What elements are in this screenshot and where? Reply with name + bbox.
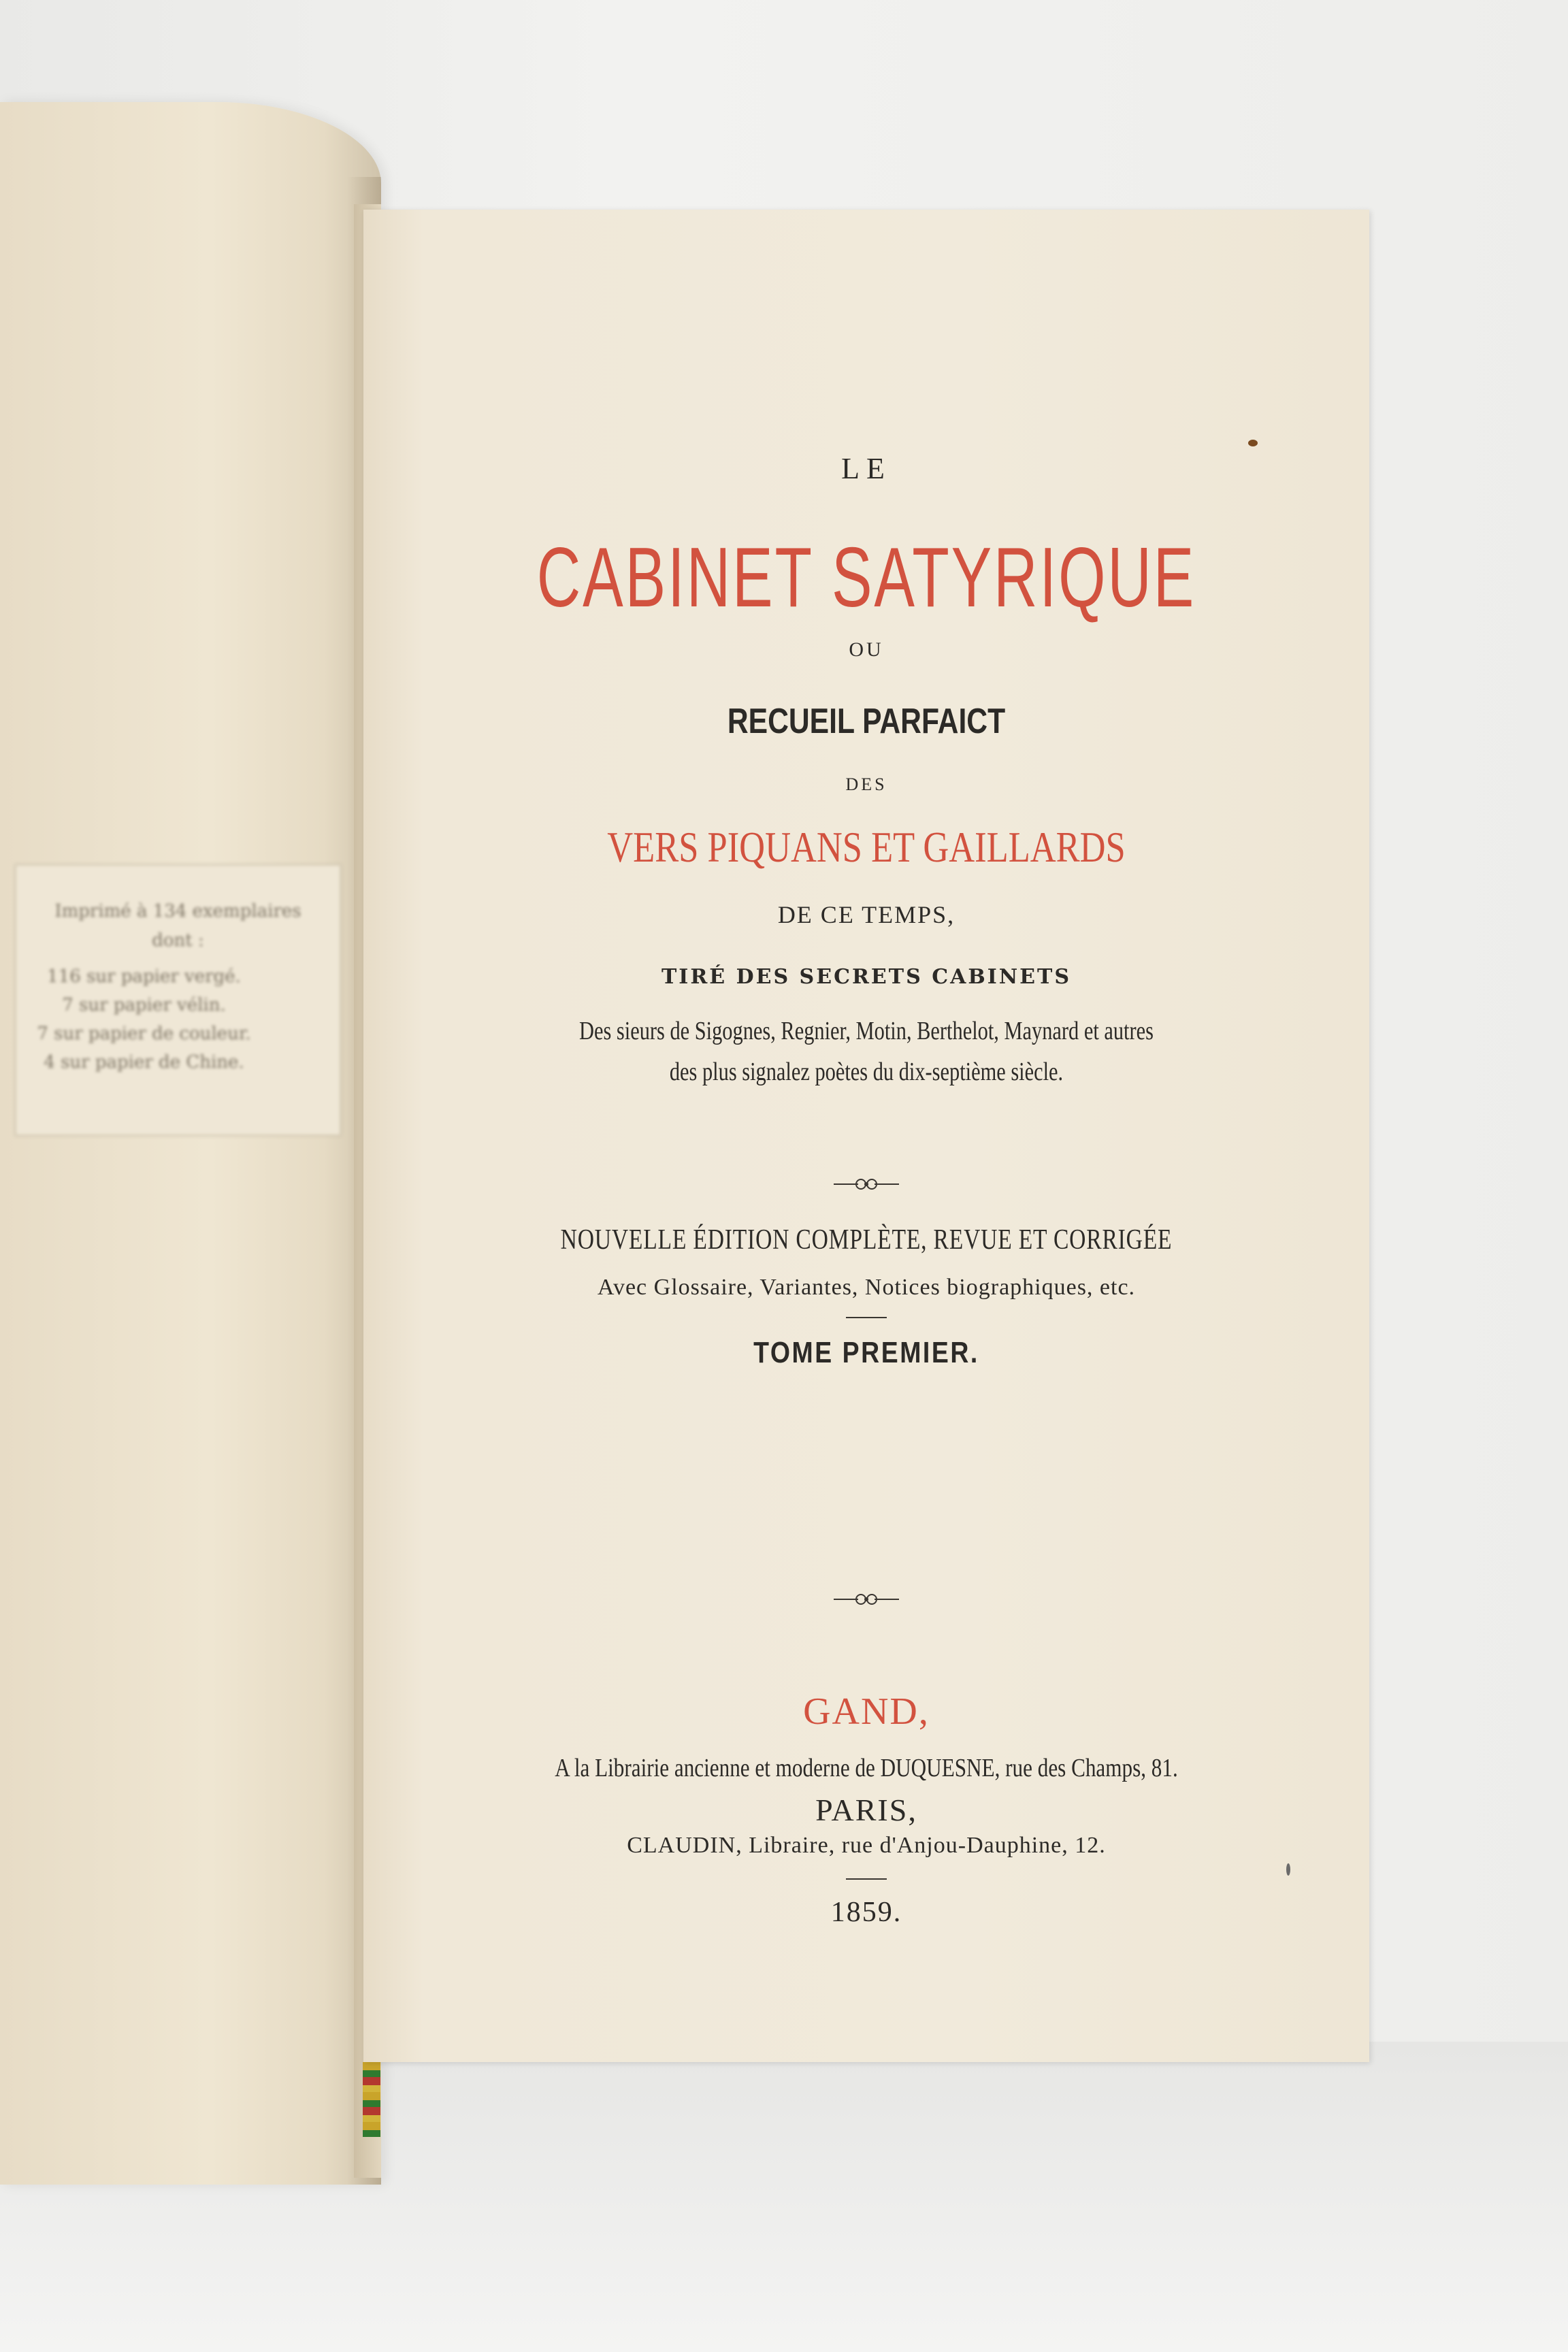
print-run-label xyxy=(15,864,341,1136)
edition-extras: Avec Glossaire, Variantes, Notices biographiques, etc. xyxy=(597,1275,1136,1300)
left-page xyxy=(0,102,381,2185)
subtitle-tail: DE CE TEMPS, xyxy=(777,901,956,928)
divider xyxy=(846,1878,887,1880)
publication-year: 1859. xyxy=(830,1897,902,1928)
imprint-city-2: PARIS, xyxy=(815,1793,917,1827)
divider xyxy=(846,1317,887,1318)
label-line: dont : xyxy=(152,930,204,951)
ornament-icon xyxy=(832,1586,900,1613)
title-preposition: DES xyxy=(845,774,887,794)
headband xyxy=(363,2062,380,2137)
label-line: Imprimé à 134 exemplaires xyxy=(54,901,301,921)
source-line: TIRÉ DES SECRETS CABINETS xyxy=(661,965,1072,989)
subtitle: RECUEIL PARFAICT xyxy=(727,702,1006,741)
imprint-city-1: GAND, xyxy=(803,1690,930,1733)
title-conjunction: OU xyxy=(849,638,884,661)
main-title: CABINET SATYRIQUE xyxy=(536,531,1196,625)
imprint-publisher-2: CLAUDIN, Libraire, rue d'Anjou-Dauphine, 12. xyxy=(627,1833,1106,1858)
edition-statement: NOUVELLE ÉDITION COMPLÈTE, REVUE ET CORRIGÉE xyxy=(560,1224,1173,1256)
ornament-icon xyxy=(832,1171,900,1198)
authors-line-1: Des sieurs de Sigognes, Regnier, Motin, Berthelot, Maynard et autres xyxy=(579,1017,1154,1045)
foxing-spot xyxy=(1248,440,1258,446)
title-article: LE xyxy=(841,452,892,485)
subtitle-red: VERS PIQUANS ET GAILLARDS xyxy=(607,823,1126,871)
label-line: 4 sur papier de Chine. xyxy=(44,1052,244,1073)
foxing-spot xyxy=(1286,1863,1290,1876)
label-line: 116 sur papier vergé. xyxy=(47,966,241,987)
volume-label: TOME PREMIER. xyxy=(753,1336,979,1369)
title-page xyxy=(363,210,1369,2062)
label-line: 7 sur papier vélin. xyxy=(62,995,226,1015)
label-line: 7 sur papier de couleur. xyxy=(37,1024,251,1044)
authors-line-2: des plus signalez poètes du dix-septième siècle. xyxy=(669,1058,1064,1086)
imprint-publisher-1: A la Librairie ancienne et moderne de DUQUESNE, rue des Champs, 81. xyxy=(555,1754,1178,1782)
